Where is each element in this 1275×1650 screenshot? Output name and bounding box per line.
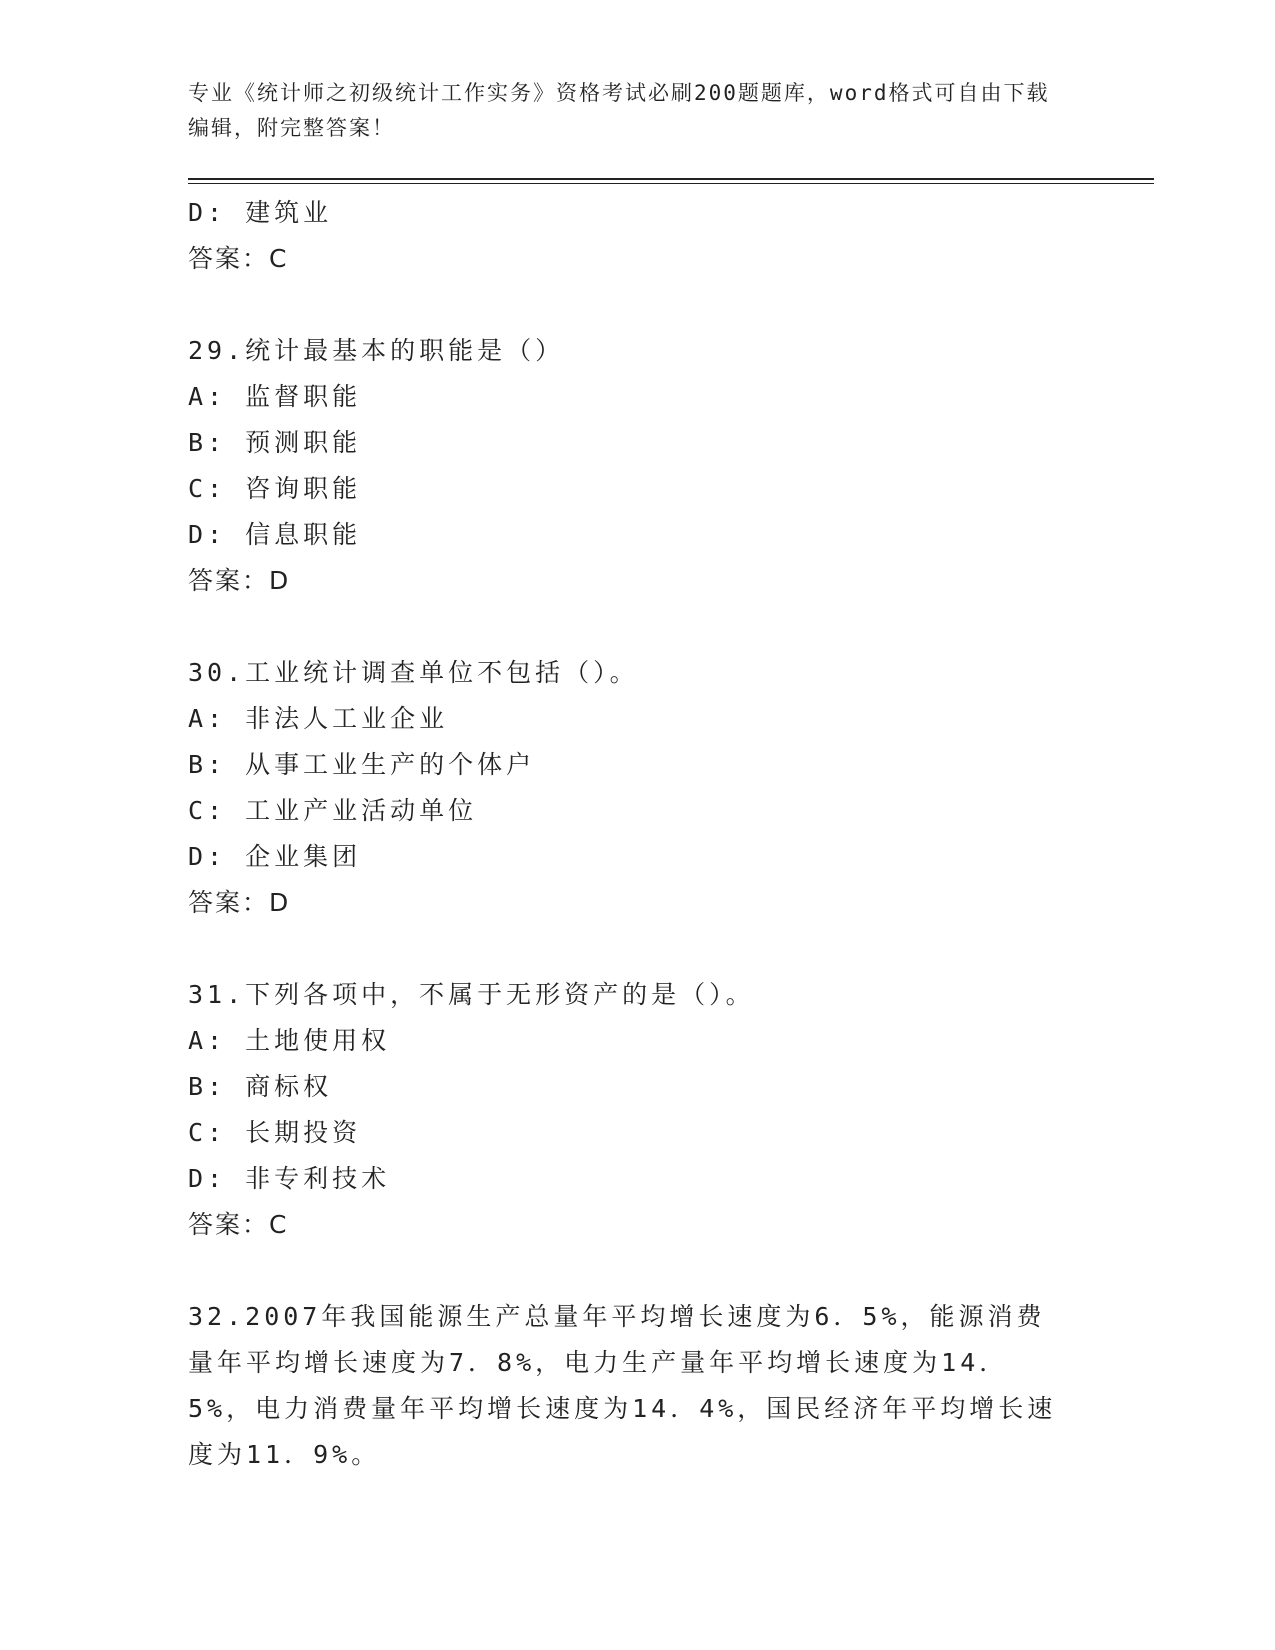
option-d: D: 企业集团 xyxy=(188,842,362,871)
option-a: A: 监督职能 xyxy=(188,382,362,411)
header-divider-thin xyxy=(188,183,1154,184)
question-stem: 30.工业统计调查单位不包括（）。 xyxy=(188,658,639,687)
answer: 答案：C xyxy=(188,244,289,273)
question-30 xyxy=(188,650,1088,926)
option-a: A: 土地使用权 xyxy=(188,1026,391,1055)
option-c: C: 长期投资 xyxy=(188,1118,362,1147)
option-c: C: 工业产业活动单位 xyxy=(188,796,478,825)
answer: 答案：C xyxy=(188,1210,289,1239)
question-31 xyxy=(188,972,1088,1248)
answer: 答案：D xyxy=(188,566,291,595)
option-c: C: 咨询职能 xyxy=(188,474,362,503)
option-d: D: 非专利技术 xyxy=(188,1164,391,1193)
question-list xyxy=(188,190,1088,1478)
option-b: B: 预测职能 xyxy=(188,428,362,457)
question-29 xyxy=(188,328,1088,604)
option-d: D: 信息职能 xyxy=(188,520,362,549)
header-divider-thick xyxy=(188,178,1154,180)
option-b: B: 从事工业生产的个体户 xyxy=(188,750,536,779)
option-a: A: 非法人工业企业 xyxy=(188,704,449,733)
question-32 xyxy=(188,1294,1088,1478)
question-stem: 32.2007年我国能源生产总量年平均增长速度为6．5%，能源消费量年平均增长速度为7．8%，电力生产量年平均增长速度为14．5%，电力消费量年平均增长速度为14．4%，国民经济年平均增长速度为11．9%。 xyxy=(188,1302,1057,1469)
question-stem: 29.统计最基本的职能是（） xyxy=(188,336,565,365)
option-d: D: 建筑业 xyxy=(188,198,333,227)
previous-question-tail xyxy=(188,190,1088,282)
document-header: 专业《统计师之初级统计工作实务》资格考试必刷200题题库，word格式可自由下载编辑，附完整答案！ xyxy=(188,81,1050,140)
question-stem: 31.下列各项中，不属于无形资产的是（）。 xyxy=(188,980,755,1009)
answer: 答案：D xyxy=(188,888,291,917)
option-b: B: 商标权 xyxy=(188,1072,333,1101)
